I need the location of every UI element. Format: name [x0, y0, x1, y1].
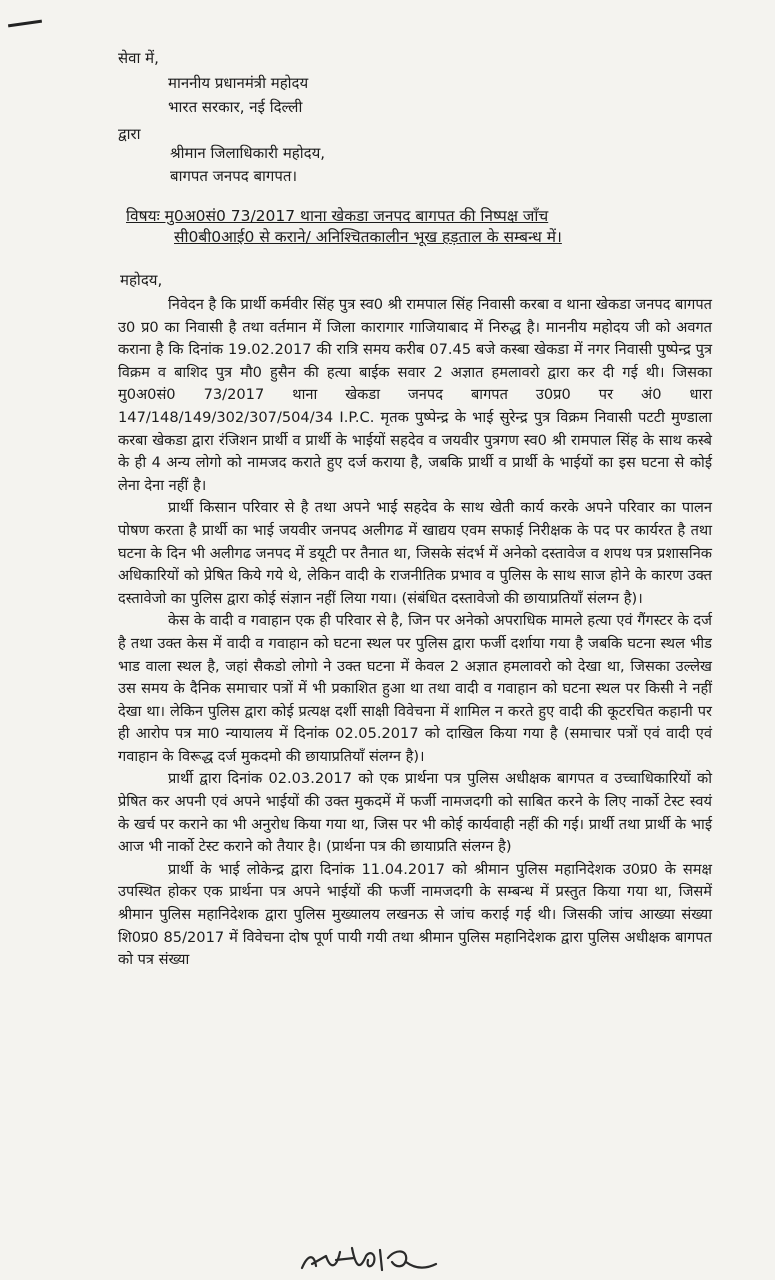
recipient-line-1: माननीय प्रधानमंत्री महोदय	[168, 74, 309, 92]
recipient-line-2: भारत सरकार, नई दिल्ली	[168, 98, 303, 116]
margin-mark	[8, 20, 42, 28]
via-line-1: श्रीमान जिलाधिकारी महोदय,	[170, 144, 326, 162]
via-line-2: बागपत जनपद बागपत।	[170, 167, 298, 185]
letter-body	[118, 294, 712, 972]
paragraph: प्रार्थी के भाई लोकेन्द्र द्वारा दिनांक 11.04.2017 को श्रीमान पुलिस महानिदेशक उ0प्र0 के समक्ष उपस्थित होकर एक प्रार्थना पत्र अपने भाईयों की फर्जी नामजदगी के सम्बन्ध में प्रस्तुत किया गया था, जिसमें श्रीमान पुलिस महानिदेशक द्वारा पुलिस मुख्यालय लखनऊ से जांच कराई गई थी। जिसकी जांच आख्या संख्या शि0प्र0 85/2017 में विवेचना दोष पूर्ण पायी गयी तथा श्रीमान पुलिस महानिदेशक द्वारा पुलिस अधीक्षक बागपत को पत्र संख्या	[118, 860, 712, 969]
subject-line-1: विषयः मु0अ0सं0 73/2017 थाना खेकडा जनपद बागपत की निष्पक्ष जाँच	[126, 207, 549, 225]
paragraph: निवेदन है कि प्रार्थी कर्मवीर सिंह पुत्र स्व0 श्री रामपाल सिंह निवासी करबा व थाना खेकडा जनपद बागपत उ0 प्र0 का निवासी है तथा वर्तमान में जिला कारागार गाजियाबाद में निरुद्ध है। माननीय महोदय जी को अवगत कराना है कि दिनांक 19.02.2017 की रात्रि समय करीब 07.45 बजे कस्बा खेकडा में नगर निवासी पुष्पेन्द्र पुत्र विक्रम व बाशिद पुत्र मौ0 हुसैन की हत्या बाईक सवार 2 अज्ञात हमलावरो द्वारा कर दी गई थी। जिसका मु0अ0सं0 73/2017 थाना खेकडा जनपद बागपत उ0प्र0 पर अं0 धारा 147/148/149/302/307/504/34 I.P.C. मृतक पुष्पेन्द्र के भाई सुरेन्द्र पुत्र विक्रम निवासी पटटी मुण्डाला करबा खेकडा द्वारा रंजिशन प्रार्थी व प्रार्थी के भाईयों सहदेव व जयवीर पुत्रगण स्व0 श्री रामपाल सिंह के साथ कस्बे के ही 4 अन्य लोगो को नामजद कराते हुए दर्ज कराया है, जबकि प्रार्थी व प्रार्थी के भाईयों का इस घटना से कोई लेना देना नहीं है।	[118, 296, 712, 494]
paragraph: प्रार्थी किसान परिवार से है तथा अपने भाई सहदेव के साथ खेती कार्य करके अपने परिवार का पालन पोषण करता है प्रार्थी का भाई जयवीर जनपद अलीगढ में खाद्यय एवम सफाई निरीक्षक के पद पर कार्यरत है तथा घटना के दिन भी अलीगढ जनपद में डयूटी पर तैनात था, जिसके संदर्भ में अनेको दस्तावेज व शपथ पत्र प्रशासनिक अधिकारियों को प्रेषित किये गये थे, लेकिन वादी के राजनीतिक प्रभाव व पुलिस के साथ साज होने के कारण उक्त दस्तावेजो का पुलिस द्वारा कोई संज्ञान नहीं लिया गया। (संबंधित दस्तावेजो की छायाप्रतियॉं संलग्न है)।	[118, 499, 712, 607]
paragraph: केस के वादी व गवाहान एक ही परिवार से है, जिन पर अनेको अपराधिक मामले हत्या एवं गैंगस्टर के दर्ज है तथा उक्त केस में वादी व गवाहान को घटना स्थल पर पुलिस द्वारा फर्जी दर्शाया गया है जबकि घटना स्थल भीड भाड वाला स्थल है, जहां सैकडो लोगो ने उक्त घटना में केवल 2 अज्ञात हमलावरो को देखा था, जिसका उल्लेख उस समय के दैनिक समाचार पत्रों में भी प्रकाशित हुआ था तथा वादी व गवाहान को घटना स्थल पर किसी ने नहीं देखा था। लेकिन पुलिस द्वारा कोई प्रत्यक्ष दर्शी साक्षी विवेचना में शामिल न करते हुए वादी की कूटरचित कहानी पर ही आरोप पत्र मा0 न्यायालय में दिनांक 02.05.2017 को दाखिल किया गया है (समाचार पत्रों एवं वादी एवं गवाहान के विरूद्ध दर्ज मुकदमो की छायाप्रतियॉं संलग्न है)।	[118, 612, 712, 765]
salutation: महोदय,	[120, 271, 163, 289]
paragraph: प्रार्थी द्वारा दिनांक 02.03.2017 को एक प्रार्थना पत्र पुलिस अधीक्षक बागपत व उच्चाधिकारियों को प्रेषित कर अपनी एवं अपने भाईयों की उक्त मुकदमें में फर्जी नामजदगी को साबित करने के लिए नार्को टेस्ट स्वयं के खर्च पर कराने का भी अनुरोध किया गया था, जिस पर भी कोई कार्यवाही नहीं की गई। प्रार्थी तथा प्रार्थी के भाई आज भी नार्को टेस्ट कराने को तैयार है। (प्रार्थना पत्र की छायाप्रति संलग्न है)	[118, 770, 712, 856]
handwritten-signature	[296, 1238, 446, 1278]
to-label: सेवा में,	[118, 49, 159, 67]
subject	[126, 206, 716, 248]
subject-line-2: सी0बी0आई0 से कराने/ अनिश्चितकालीन भूख हड़ताल के सम्बन्ध में।	[174, 228, 562, 246]
via-label: द्वारा	[118, 125, 141, 143]
